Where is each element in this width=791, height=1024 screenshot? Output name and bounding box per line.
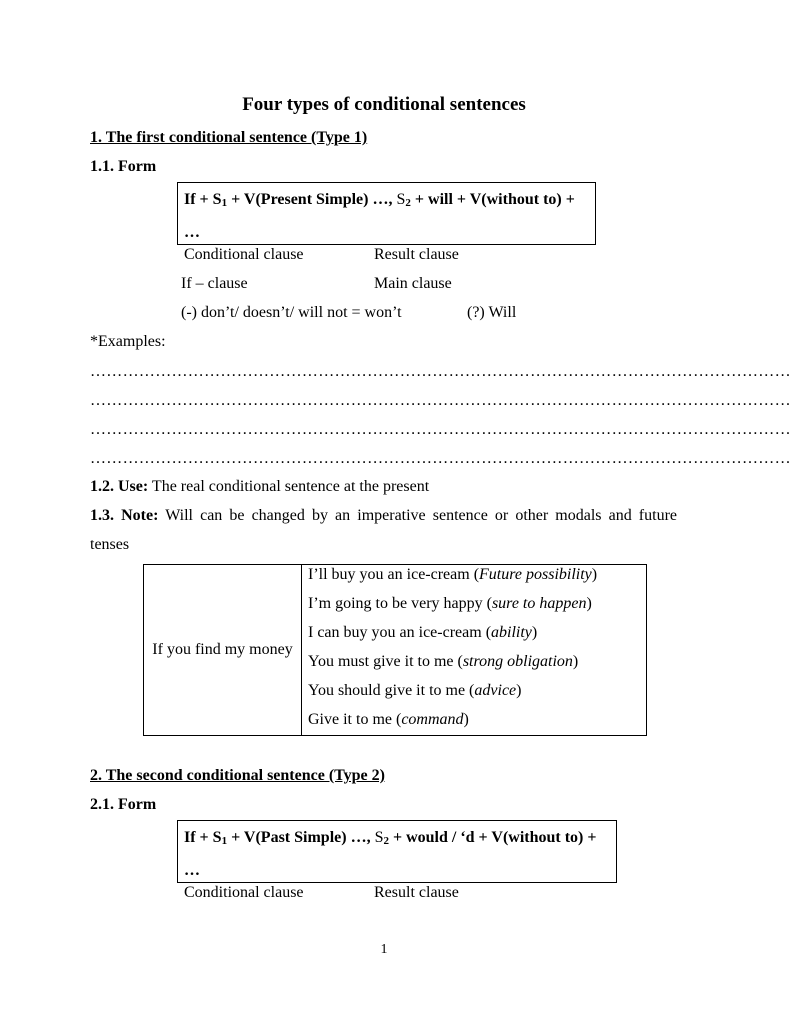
- type2-formula-box: [177, 820, 617, 883]
- note-paragraph-line1: [90, 506, 677, 526]
- section1-heading: 1. The first conditional sentence (Type 1): [90, 129, 368, 146]
- type1-main-clause-label: Main clause: [374, 275, 452, 292]
- section1-form-heading: 1.1. Form: [90, 158, 157, 175]
- table-row: You should give it to me (advice): [308, 682, 522, 699]
- type2-conditional-clause-label: Conditional clause: [184, 884, 304, 901]
- section2-form-heading: 2.1. Form: [90, 796, 157, 813]
- examples-label: *Examples:: [90, 333, 166, 350]
- type2-result-clause-label: Result clause: [374, 884, 459, 901]
- table-row: I’m going to be very happy (sure to happen): [308, 595, 592, 612]
- conditional-examples-table: [143, 564, 647, 736]
- use-text: The real conditional sentence at the present: [148, 478, 430, 495]
- note-paragraph-line2: tenses: [90, 536, 130, 553]
- table-results-cell: [302, 565, 647, 736]
- example-line-1: …………………………………………………………………………………………………………………: [90, 363, 791, 380]
- page-number: 1: [380, 942, 388, 957]
- type2-formula-line2: …: [184, 862, 200, 879]
- type1-if-clause-label: If – clause: [181, 275, 248, 292]
- note-text: Will can be changed by an imperative sentence or other modals and future: [158, 507, 678, 524]
- type1-result-clause-label: Result clause: [374, 246, 459, 263]
- table-row: I can buy you an ice-cream (ability): [308, 624, 538, 641]
- table-row: Give it to me (command): [308, 711, 469, 728]
- section2-heading: 2. The second conditional sentence (Type 2): [90, 767, 385, 784]
- type1-negative-form: (-) don’t/ doesn’t/ will not = won’t: [181, 304, 402, 321]
- example-line-2: …………………………………………………………………………………………………………………: [90, 392, 791, 409]
- use-paragraph: [90, 477, 429, 497]
- use-label: 1.2. Use:: [90, 478, 149, 495]
- page-title: Four types of conditional sentences: [242, 94, 526, 115]
- example-line-3: …………………………………………………………………………………………………………………: [90, 421, 791, 438]
- table-condition-cell: If you find my money: [144, 565, 302, 736]
- table-row: I’ll buy you an ice-cream (Future possibility): [308, 566, 598, 583]
- type2-formula-line1: If + S1 + V(Past Simple) …, S2 + would / ‘d + V(without to) +: [184, 829, 597, 847]
- type1-conditional-clause-label: Conditional clause: [184, 246, 304, 263]
- example-line-4: …………………………………………………………………………………………………………………: [90, 450, 791, 467]
- type1-formula-line2: …: [184, 224, 200, 241]
- type1-question-form: (?) Will: [467, 304, 517, 321]
- type1-formula-box: [177, 182, 596, 245]
- table-row: You must give it to me (strong obligation): [308, 653, 579, 670]
- type1-formula-line1: If + S1 + V(Present Simple) …, S2 + will + V(without to) +: [184, 191, 575, 209]
- note-label: 1.3. Note:: [90, 507, 159, 524]
